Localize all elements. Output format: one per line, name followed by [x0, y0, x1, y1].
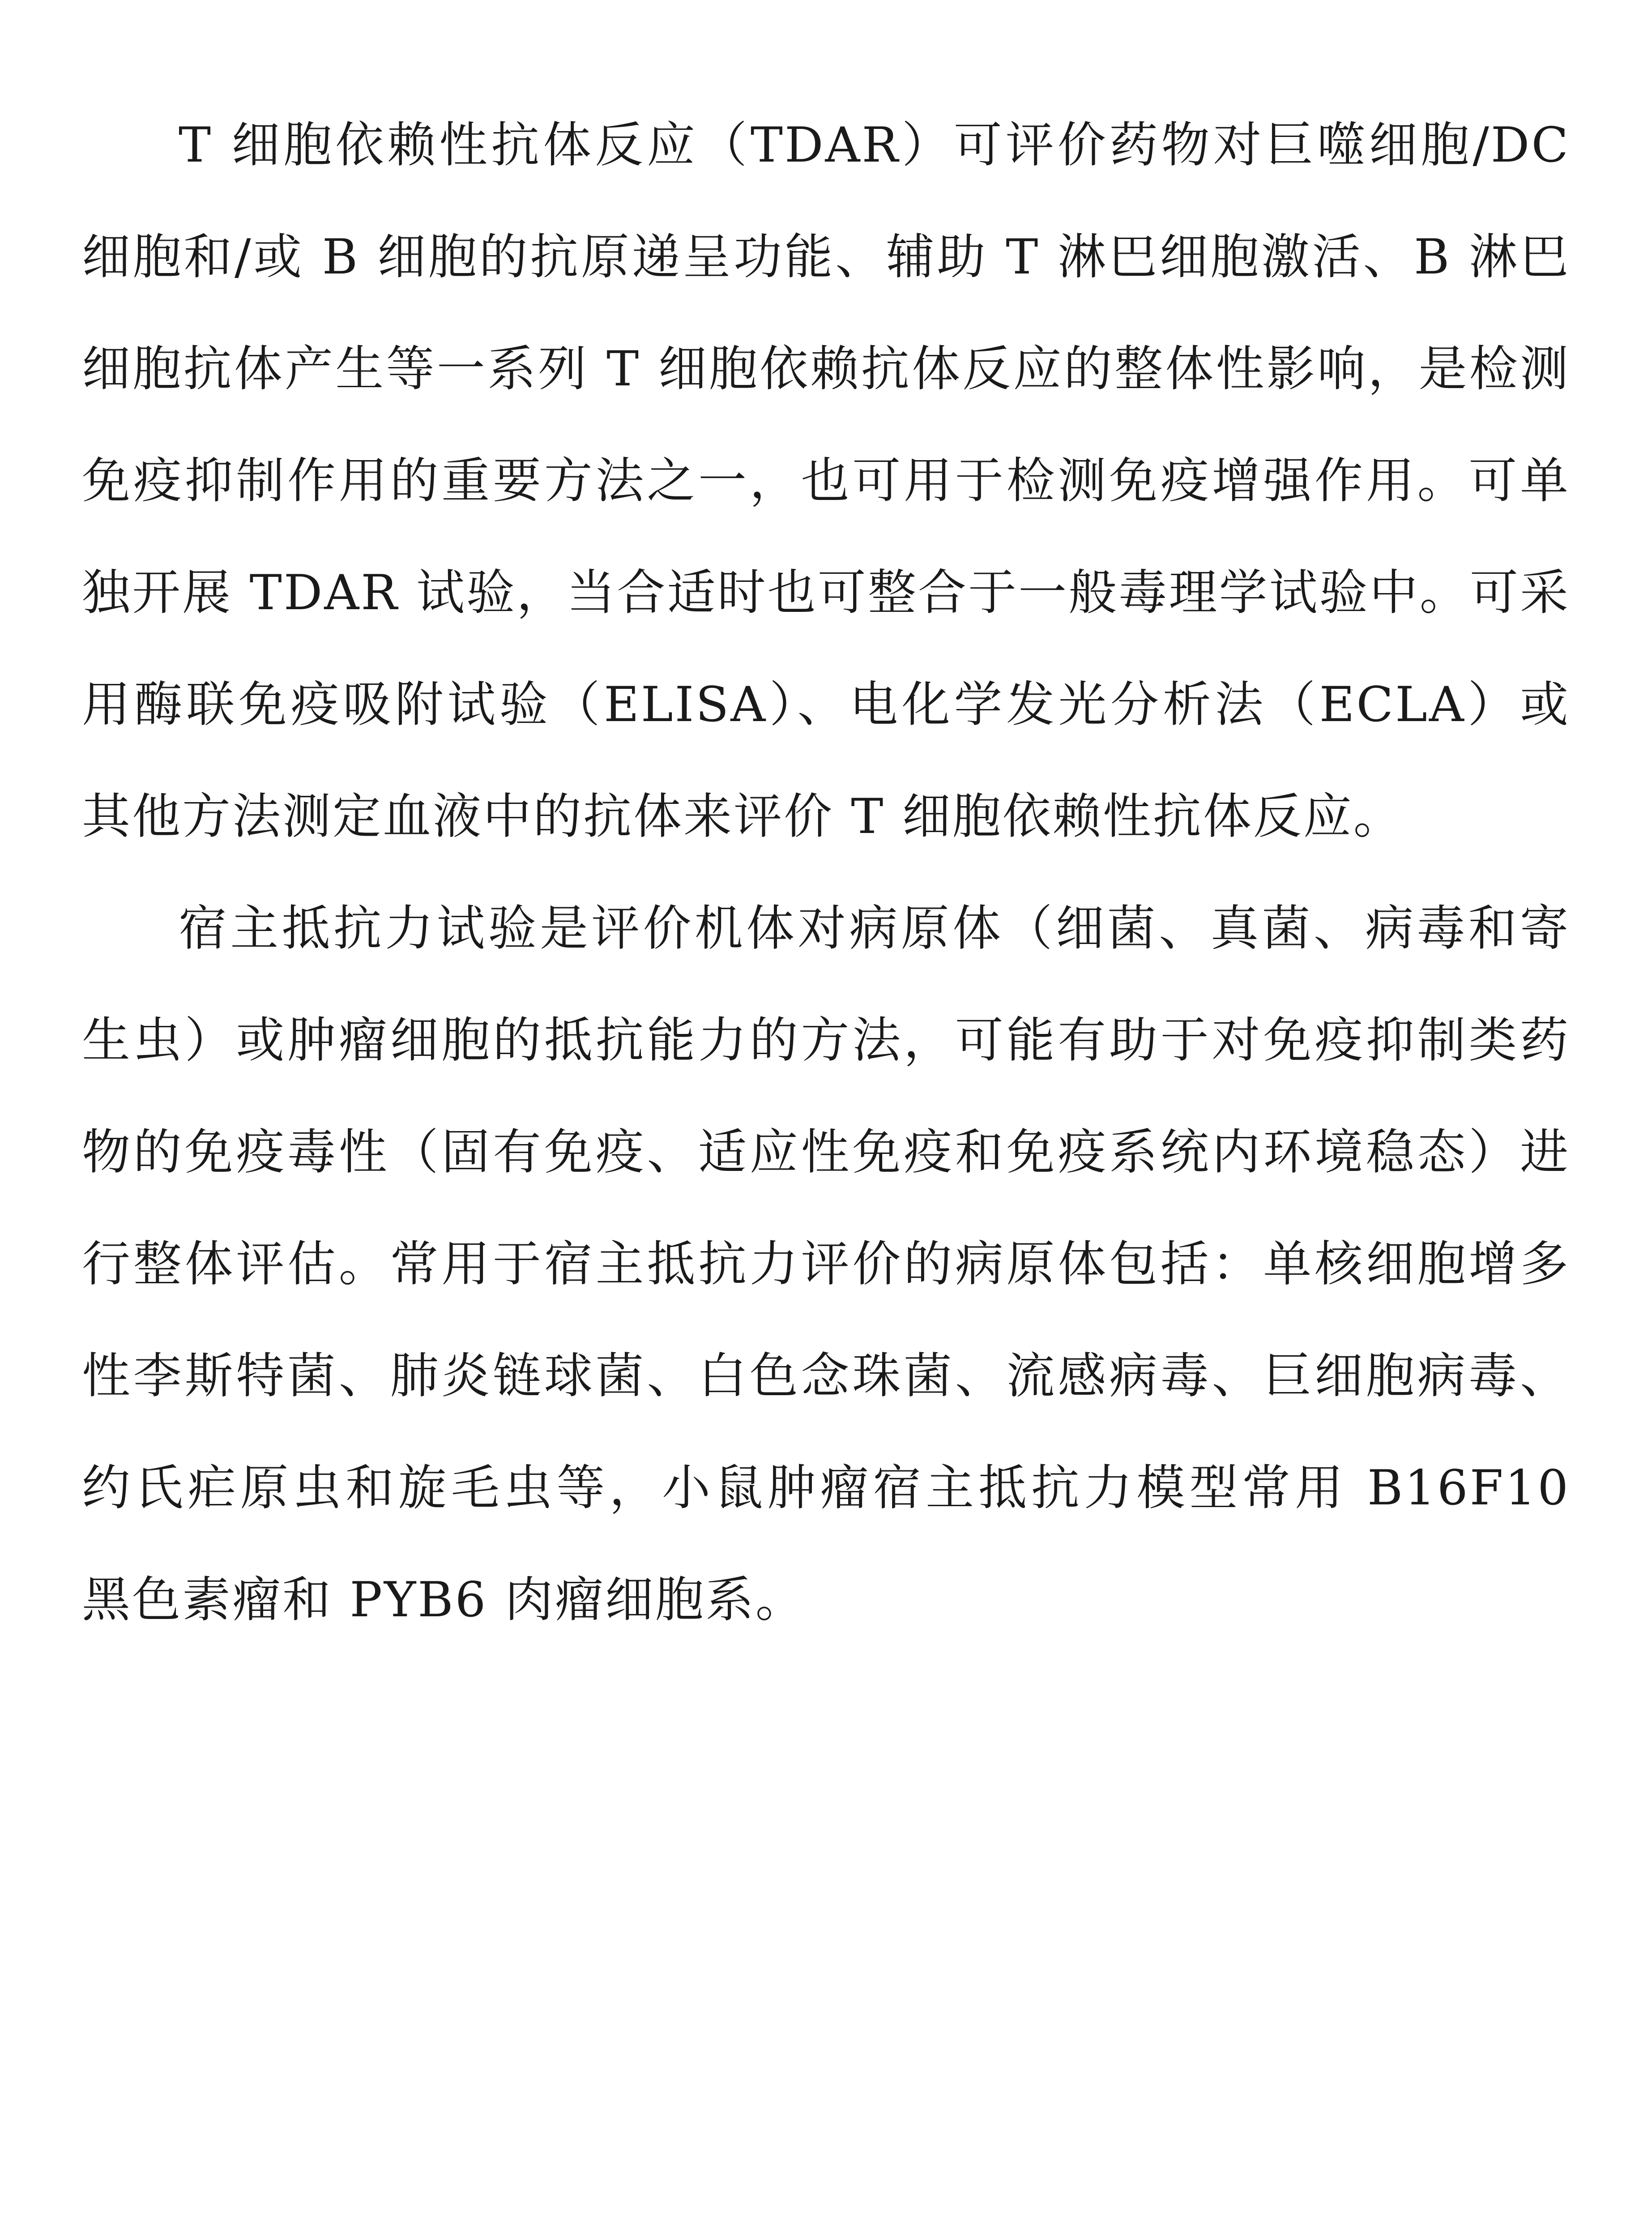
paragraph-tdar: T 细胞依赖性抗体反应（TDAR）可评价药物对巨噬细胞/DC 细胞和/或 B 细胞的抗原递呈功能、辅助 T 淋巴细胞激活、B 淋巴细胞抗体产生等一系列 T 细胞依赖抗体反应的整体性影响，是检测免疫抑制作用的重要方法之一，也可用于检测免疫增强作用。可单独开展 TDAR 试验，当合适时也可整合于一般毒理学试验中。可采用酶联免疫吸附试验（ELISA）、电化学发光分析法（ECLA）或其他方法测定血液中的抗体来评价 T 细胞依赖性抗体反应。: [82, 117, 1570, 845]
paragraph-host-resistance: 宿主抵抗力试验是评价机体对病原体（细菌、真菌、病毒和寄生虫）或肿瘤细胞的抵抗能力的方法，可能有助于对免疫抑制类药物的免疫毒性（固有免疫、适应性免疫和免疫系统内环境稳态）进行整体评估。常用于宿主抵抗力评价的病原体包括：单核细胞增多性李斯特菌、肺炎链球菌、白色念珠菌、流感病毒、巨细胞病毒、约氏疟原虫和旋毛虫等，小鼠肿瘤宿主抵抗力模型常用 B16F10 黑色素瘤和 PYB6 肉瘤细胞系。: [82, 901, 1570, 1628]
document-body: [82, 90, 1570, 1656]
